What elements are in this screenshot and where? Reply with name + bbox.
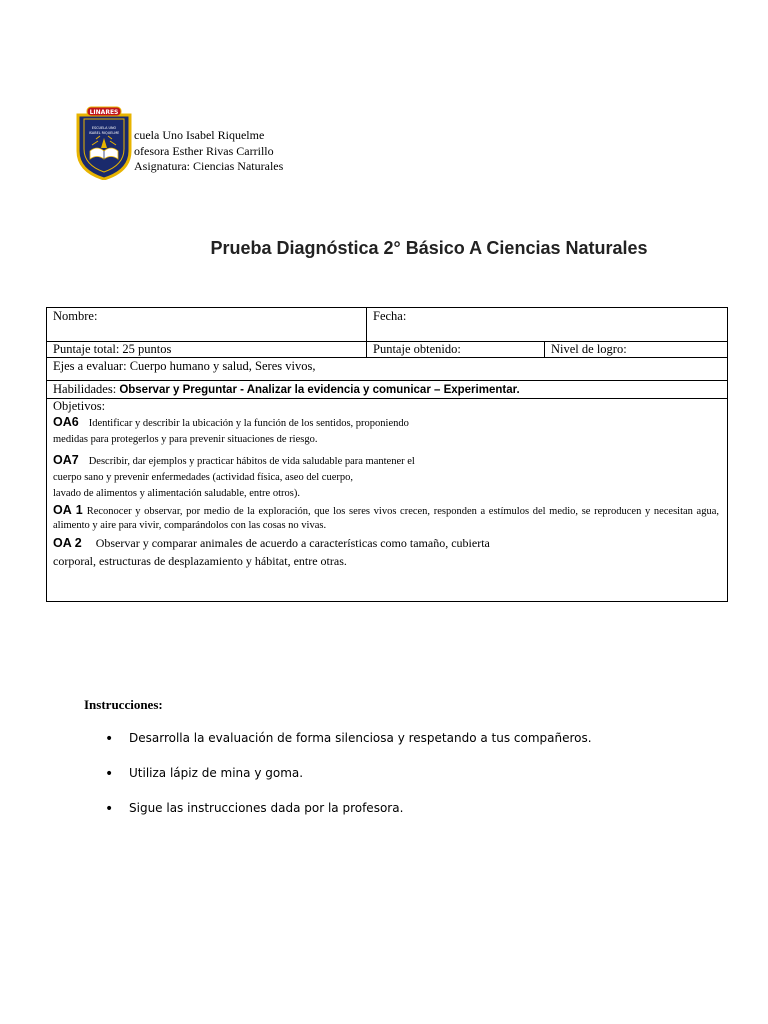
oa-text: cuerpo sano y prevenir enfermedades (actividad física, aseo del cuerpo, [53, 472, 353, 483]
instruction-text: Desarrolla la evaluación de forma silenciosa y respetando a tus compañeros. [129, 731, 592, 745]
oa-text: lavado de alimentos y alimentación saludable, entre otros). [53, 488, 300, 499]
instructions-title: Instrucciones: [84, 697, 163, 712]
list-item [105, 766, 592, 801]
oa-text: Observar y comparar animales de acuerdo a características como tamaño, cubierta [95, 536, 490, 550]
oa-code: OA7 [53, 453, 79, 467]
total-score: Puntaje total: 25 puntos [47, 342, 367, 358]
oa-code: OA 1 [53, 503, 83, 517]
student-info-table [46, 307, 728, 602]
bullet-icon: • [105, 766, 114, 782]
svg-text:ISABEL RIQUELME: ISABEL RIQUELME [88, 131, 120, 135]
school-name: cuela Uno Isabel Riquelme [134, 128, 265, 142]
skills-row [47, 381, 728, 399]
oa-text: Identificar y describir la ubicación y la función de los sentidos, proponiendo [88, 418, 409, 429]
instruction-text: Sigue las instrucciones dada por la profesora. [129, 801, 404, 815]
instructions-list [105, 731, 592, 836]
objective-oa1 [53, 503, 719, 533]
evaluation-axes: Ejes a evaluar: Cuerpo humano y salud, Seres vivos, [47, 358, 728, 381]
bullet-icon: • [105, 731, 114, 747]
objective-oa7 [53, 452, 719, 502]
date-field[interactable]: Fecha: [367, 308, 728, 342]
objectives-label: Objetivos: [53, 399, 106, 413]
list-item [105, 731, 592, 766]
subject-name: Asignatura: Ciencias Naturales [134, 159, 284, 173]
oa-code: OA 2 [53, 536, 82, 550]
oa-text: Describir, dar ejemplos y practicar hábitos de vida saludable para mantener el [88, 456, 415, 467]
svg-text:ESCUELA UNO: ESCUELA UNO [91, 126, 117, 130]
objectives-cell [47, 399, 728, 602]
bullet-icon: • [105, 801, 114, 817]
oa-text: corporal, estructuras de desplazamiento y hábitat, entre otras. [53, 554, 347, 568]
objective-oa2 [53, 534, 719, 570]
instruction-text: Utiliza lápiz de mina y goma. [129, 766, 304, 780]
page-title: Prueba Diagnóstica 2° Básico A Ciencias Naturales [210, 238, 648, 258]
obtained-score-field[interactable]: Puntaje obtenido: [367, 342, 545, 358]
name-field[interactable]: Nombre: [47, 308, 367, 342]
logo-text: LINARES [89, 109, 119, 116]
oa-text: medidas para protegerlos y para prevenir situaciones de riesgo. [53, 434, 318, 445]
achievement-level-field[interactable]: Nivel de logro: [545, 342, 728, 358]
oa-code: OA6 [53, 415, 79, 429]
oa-text: Reconocer y observar, por medio de la exploración, que los seres vivos crecen, responden a estímulos del medio, se reproducen y necesitan agua, alimento y aire para vivir, comparándolos con las cosas no vivas. [53, 506, 720, 531]
skills-value: Observar y Preguntar - Analizar la evidencia y comunicar – Experimentar. [119, 384, 520, 396]
school-logo [70, 105, 138, 180]
list-item [105, 801, 592, 836]
teacher-name: ofesora Esther Rivas Carrillo [134, 143, 274, 158]
objective-oa6 [53, 414, 719, 448]
skills-label: Habilidades: [53, 382, 120, 396]
